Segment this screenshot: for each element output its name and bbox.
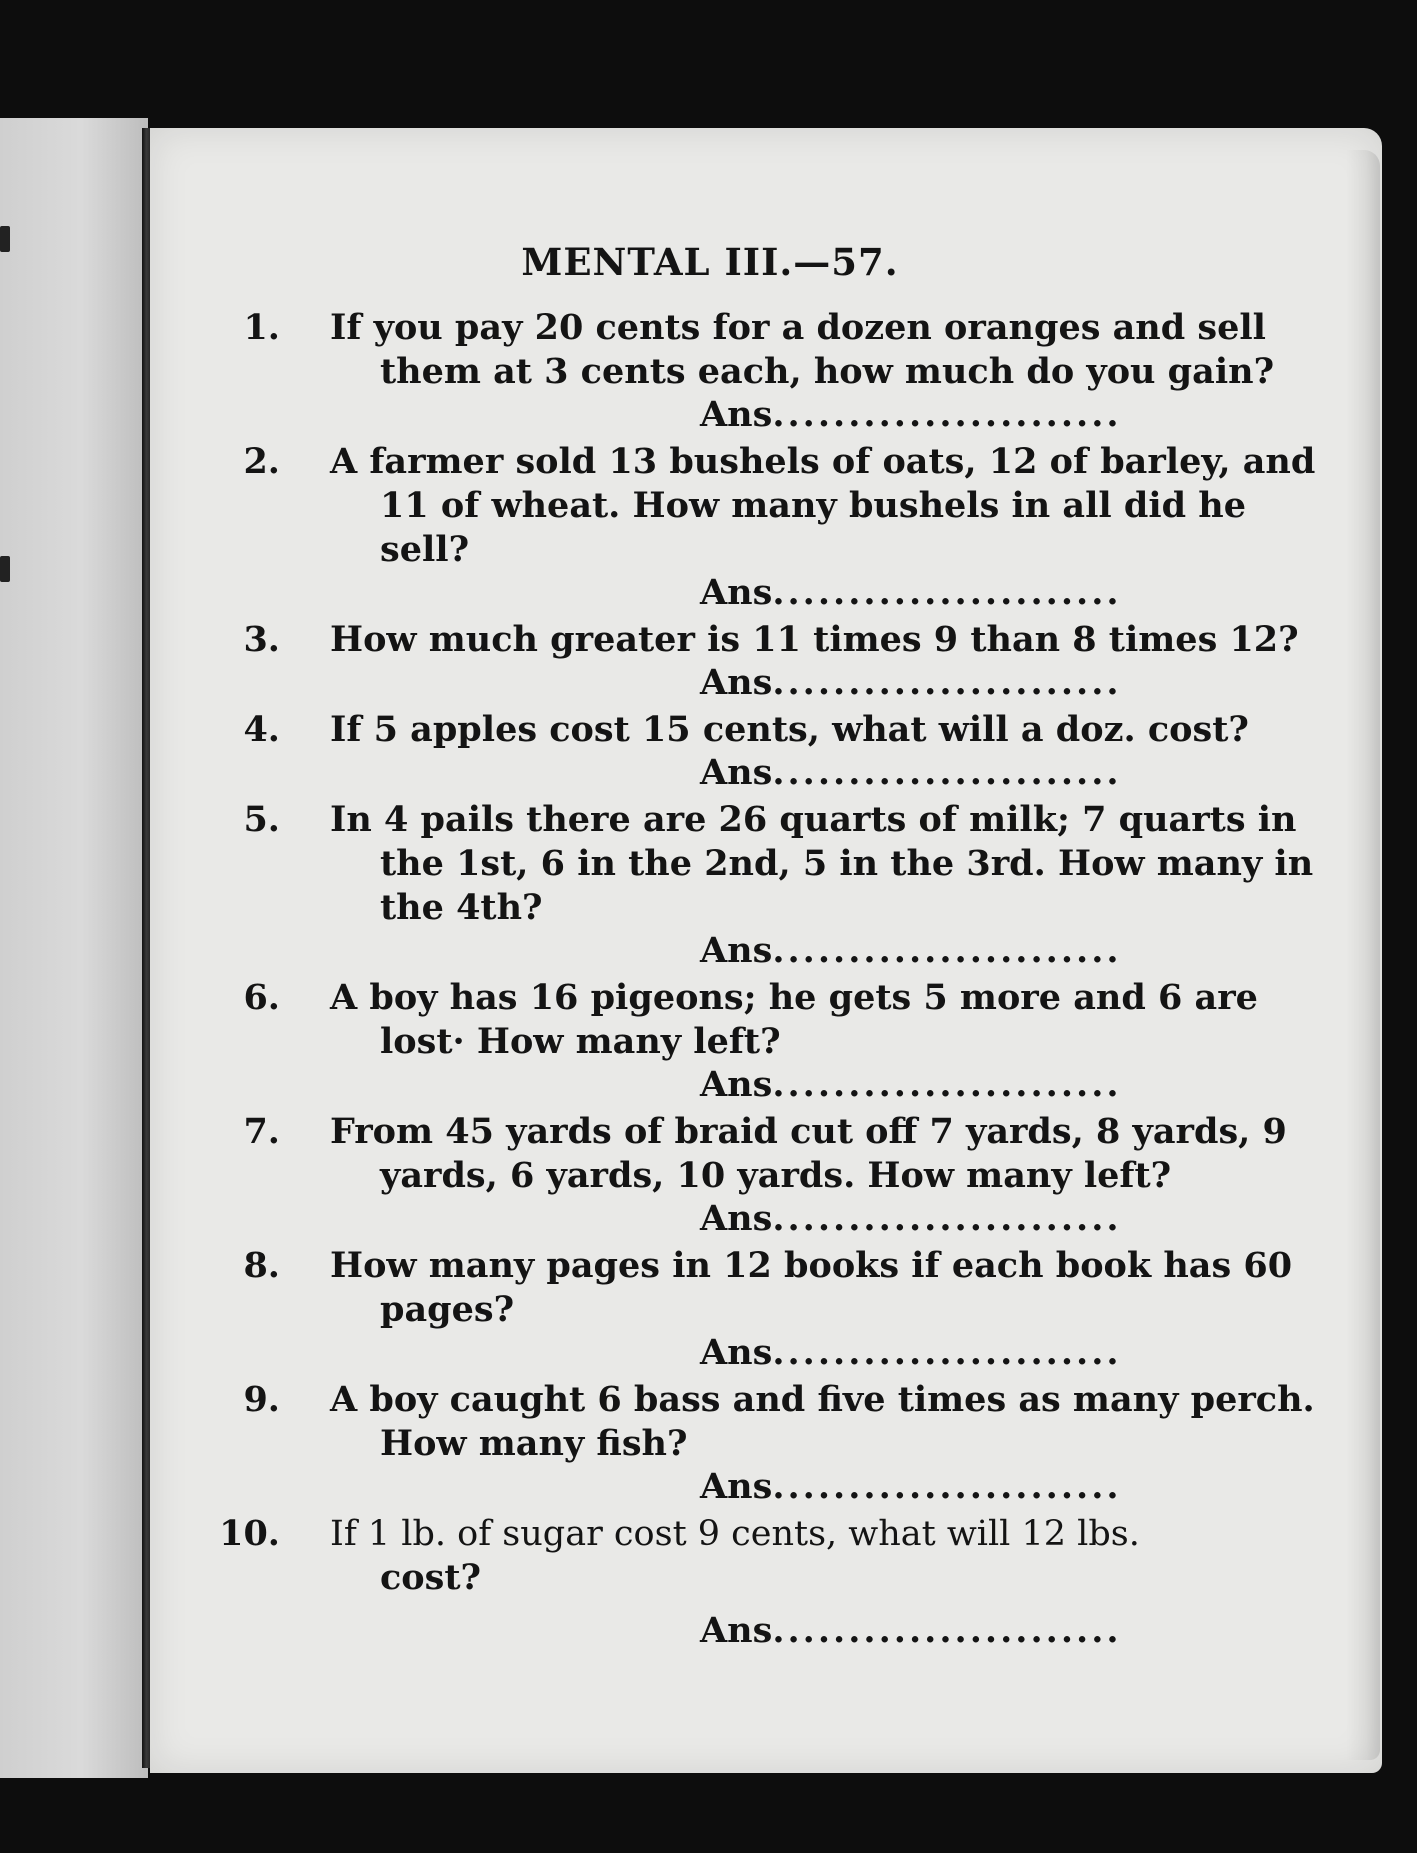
question-number: 8. (243, 1245, 280, 1286)
question-number: 5. (243, 799, 280, 840)
question-1 (200, 306, 1325, 394)
answer-dots: ....................... (772, 572, 1122, 613)
answer-label: Ans (700, 662, 773, 703)
answer-dots: ....................... (772, 1332, 1122, 1373)
question-number: 6. (243, 977, 280, 1018)
answer-line (700, 1198, 1325, 1240)
question-4 (200, 708, 1325, 752)
question-5 (200, 798, 1325, 930)
facing-page-text-fragment (0, 556, 10, 582)
answer-line (700, 930, 1325, 972)
question-text (330, 1512, 1325, 1600)
page-title: MENTAL III.—57. (521, 240, 899, 284)
answer-label: Ans (700, 1610, 773, 1651)
answer-label: Ans (700, 930, 773, 971)
answer-line (700, 1610, 1325, 1652)
answer-dots: ....................... (772, 752, 1122, 793)
page-edge-shadow (1346, 150, 1380, 1760)
question-7 (200, 1110, 1325, 1198)
answer-label: Ans (700, 752, 773, 793)
facing-page-text-fragment (0, 226, 10, 252)
question-text: A boy has 16 pigeons; he gets 5 more and 6 are lost· How many left? (330, 977, 1258, 1062)
question-text-tail: cost? (380, 1557, 482, 1598)
question-3 (200, 618, 1325, 662)
question-number: 3. (243, 619, 280, 660)
question-text: If you pay 20 cents for a dozen oranges and sell them at 3 cents each, how much do you gain? (330, 307, 1275, 392)
answer-line (700, 394, 1325, 436)
answer-label: Ans (700, 1198, 773, 1239)
question-number: 2. (243, 441, 280, 482)
question-text: How many pages in 12 books if each book has 60 pages? (330, 1245, 1293, 1330)
answer-label: Ans (700, 1064, 773, 1105)
question-number: 4. (243, 709, 280, 750)
answer-dots: ....................... (772, 930, 1122, 971)
answer-dots: ....................... (772, 1466, 1122, 1507)
question-8 (200, 1244, 1325, 1332)
question-text: A boy caught 6 bass and five times as many perch. How many fish? (330, 1379, 1315, 1464)
answer-line (700, 572, 1325, 614)
answer-line (700, 1064, 1325, 1106)
question-text: From 45 yards of braid cut off 7 yards, 8 yards, 9 yards, 6 yards, 10 yards. How many left? (330, 1111, 1287, 1196)
question-number: 7. (243, 1111, 280, 1152)
question-text: A farmer sold 13 bushels of oats, 12 of barley, and 11 of wheat. How many bushels in all did he sell? (330, 441, 1316, 570)
question-text-main: If 1 lb. of sugar cost 9 cents, what will 12 lbs. (330, 1514, 1140, 1554)
answer-label: Ans (700, 1466, 773, 1507)
answer-dots: ....................... (772, 394, 1122, 435)
question-text: In 4 pails there are 26 quarts of milk; 7 quarts in the 1st, 6 in the 2nd, 5 in the 3rd. How many in the 4th? (330, 799, 1314, 928)
question-number: 10. (219, 1513, 280, 1554)
answer-line (700, 1332, 1325, 1374)
question-10 (200, 1512, 1325, 1600)
answer-dots: ....................... (772, 662, 1122, 703)
question-text: If 5 apples cost 15 cents, what will a doz. cost? (330, 709, 1249, 750)
answer-label: Ans (700, 1332, 773, 1373)
answer-label: Ans (700, 572, 773, 613)
question-9 (200, 1378, 1325, 1466)
answer-label: Ans (700, 394, 773, 435)
question-number: 9. (243, 1379, 280, 1420)
answer-line (700, 1466, 1325, 1508)
answer-dots: ....................... (772, 1610, 1122, 1651)
question-number: 1. (243, 307, 280, 348)
facing-page-edge (0, 118, 148, 1778)
question-text: How much greater is 11 times 9 than 8 times 12? (330, 619, 1299, 660)
answer-dots: ....................... (772, 1198, 1122, 1239)
answer-dots: ....................... (772, 1064, 1122, 1105)
answer-line (700, 752, 1325, 794)
question-2 (200, 440, 1325, 572)
page-content (200, 240, 1325, 1656)
answer-line (700, 662, 1325, 704)
question-6 (200, 976, 1325, 1064)
